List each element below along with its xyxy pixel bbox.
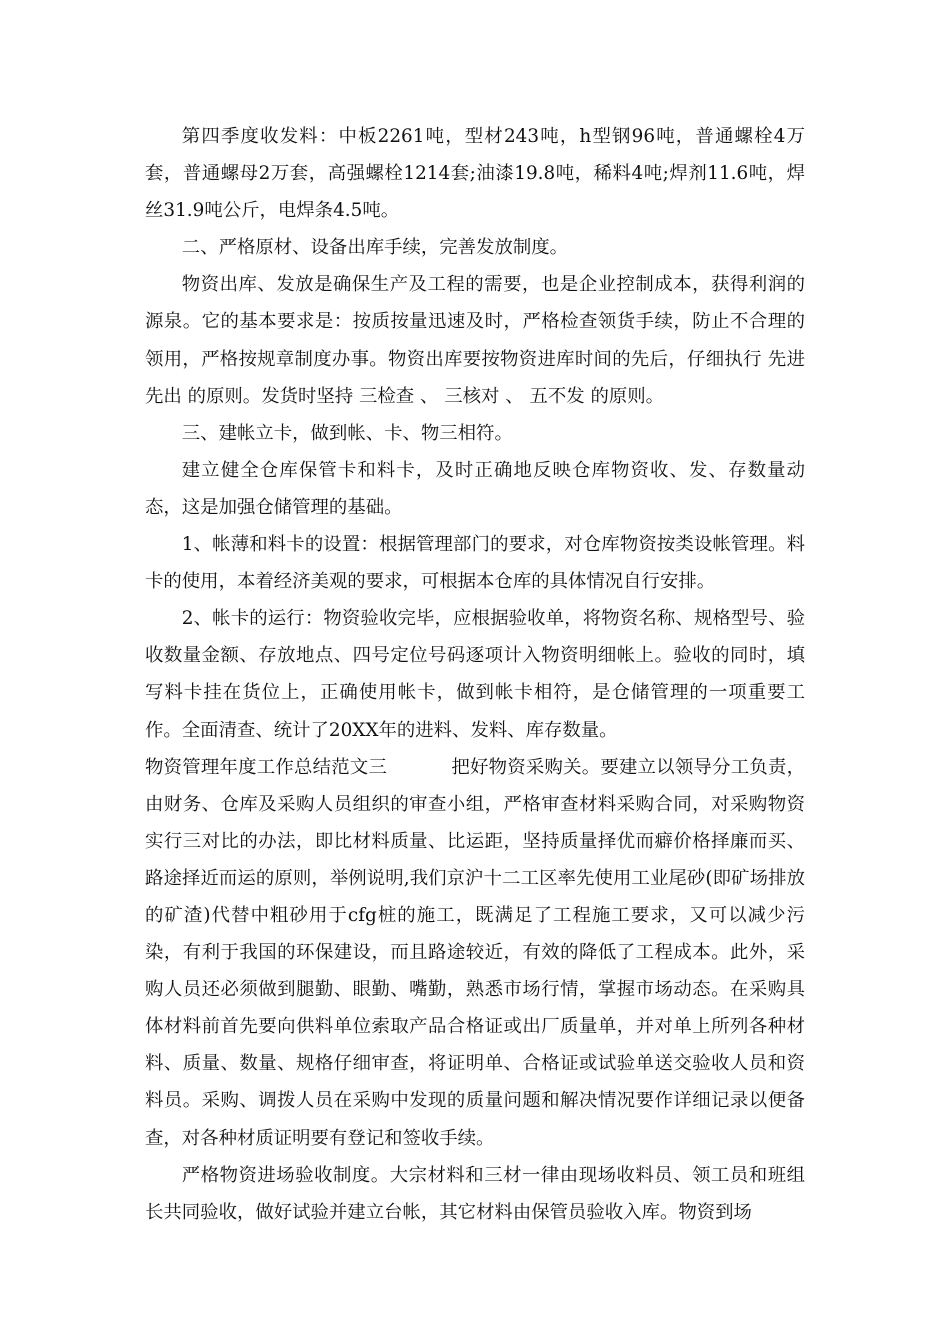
section-body: 把好物资采购关。要建立以领导分工负责，由财务、仓库及采购人员组织的审查小组，严格审查材料采购合同，对采购物资实行三对比的办法，即比材料质量、比运距，坚持质量择优而癖价格择廉而买、路途择近而运的原则，举例说明,我们京沪十二工区率先使用工业尾砂(即矿场排放的矿渣)代替中粗砂用于cfg桩的施工，既满足了工程施工要求，又可以减少污染，有利于我国的环保建设，而且路途较近，有效的降低了工程成本。此外，采购人员还必须做到腿勤、眼勤、嘴勤，熟悉市场行情，掌握市场动态。在采购具体材料前首先要向供料单位索取产品合格证或出厂质量单，并对单上所列各种材料、质量、数量、规格仔细审查，将证明单、合格证或试验单送交验收人员和资料员。采购、调拨人员在采购中发现的质量问题和解决情况要作详细记录以便备查，对各种材质证明要有登记和签收手续。 bbox=[145, 756, 805, 1149]
paragraph-procurement bbox=[145, 749, 805, 1157]
paragraph-ledger-setup: 1、帐薄和料卡的设置：根据管理部门的要求，对仓库物资按类设帐管理。料卡的使用，本着经济美观的要求，可根据本仓库的具体情况自行安排。 bbox=[145, 534, 805, 593]
paragraph-acceptance: 严格物资进场验收制度。大宗材料和三材一律由现场收料员、领工员和班组长共同验收，做好试验并建立台帐，其它材料由保管员验收入库。物资到场 bbox=[145, 1164, 805, 1223]
document-body bbox=[145, 118, 805, 1231]
paragraph-outbound-issuing: 物资出库、发放是确保生产及工程的需要，也是企业控制成本，获得利润的源泉。它的基本要求是：按质按量迅速及时，严格检查领货手续，防止不合理的领用，严格按规章制度办事。物资出库要按物资进库时间的先后，仔细执行 先进先出 的原则。发货时坚持 三检查 、 三核对 、 五不发 的原则。 bbox=[145, 274, 805, 407]
section-title: 物资管理年度工作总结范文三 bbox=[145, 756, 388, 778]
paragraph-q4-materials: 第四季度收发料：中板2261吨，型材243吨，h型钢96吨，普通螺栓4万套，普通螺母2万套，高强螺栓1214套;油漆19.8吨，稀料4吨;焊剂11.6吨，焊丝31.9吨公斤，电焊条4.5吨。 bbox=[145, 126, 805, 222]
heading-ledger-cards: 三、建帐立卡，做到帐、卡、物三相符。 bbox=[181, 422, 513, 444]
heading-outbound-procedures: 二、严格原材、设备出库手续，完善发放制度。 bbox=[181, 237, 569, 259]
paragraph-storage-cards: 建立健全仓库保管卡和料卡，及时正确地反映仓库物资收、发、存数量动态，这是加强仓储管理的基础。 bbox=[145, 459, 805, 518]
paragraph-ledger-operation: 2、帐卡的运行：物资验收完毕，应根据验收单，将物资名称、规格型号、验收数量金额、存放地点、四号定位号码逐项计入物资明细帐上。验收的同时，填写料卡挂在货位上，正确使用帐卡，做到帐卡相符，是仓储管理的一项重要工作。全面清查、统计了20XX年的进料、发料、库存数量。 bbox=[145, 608, 805, 741]
